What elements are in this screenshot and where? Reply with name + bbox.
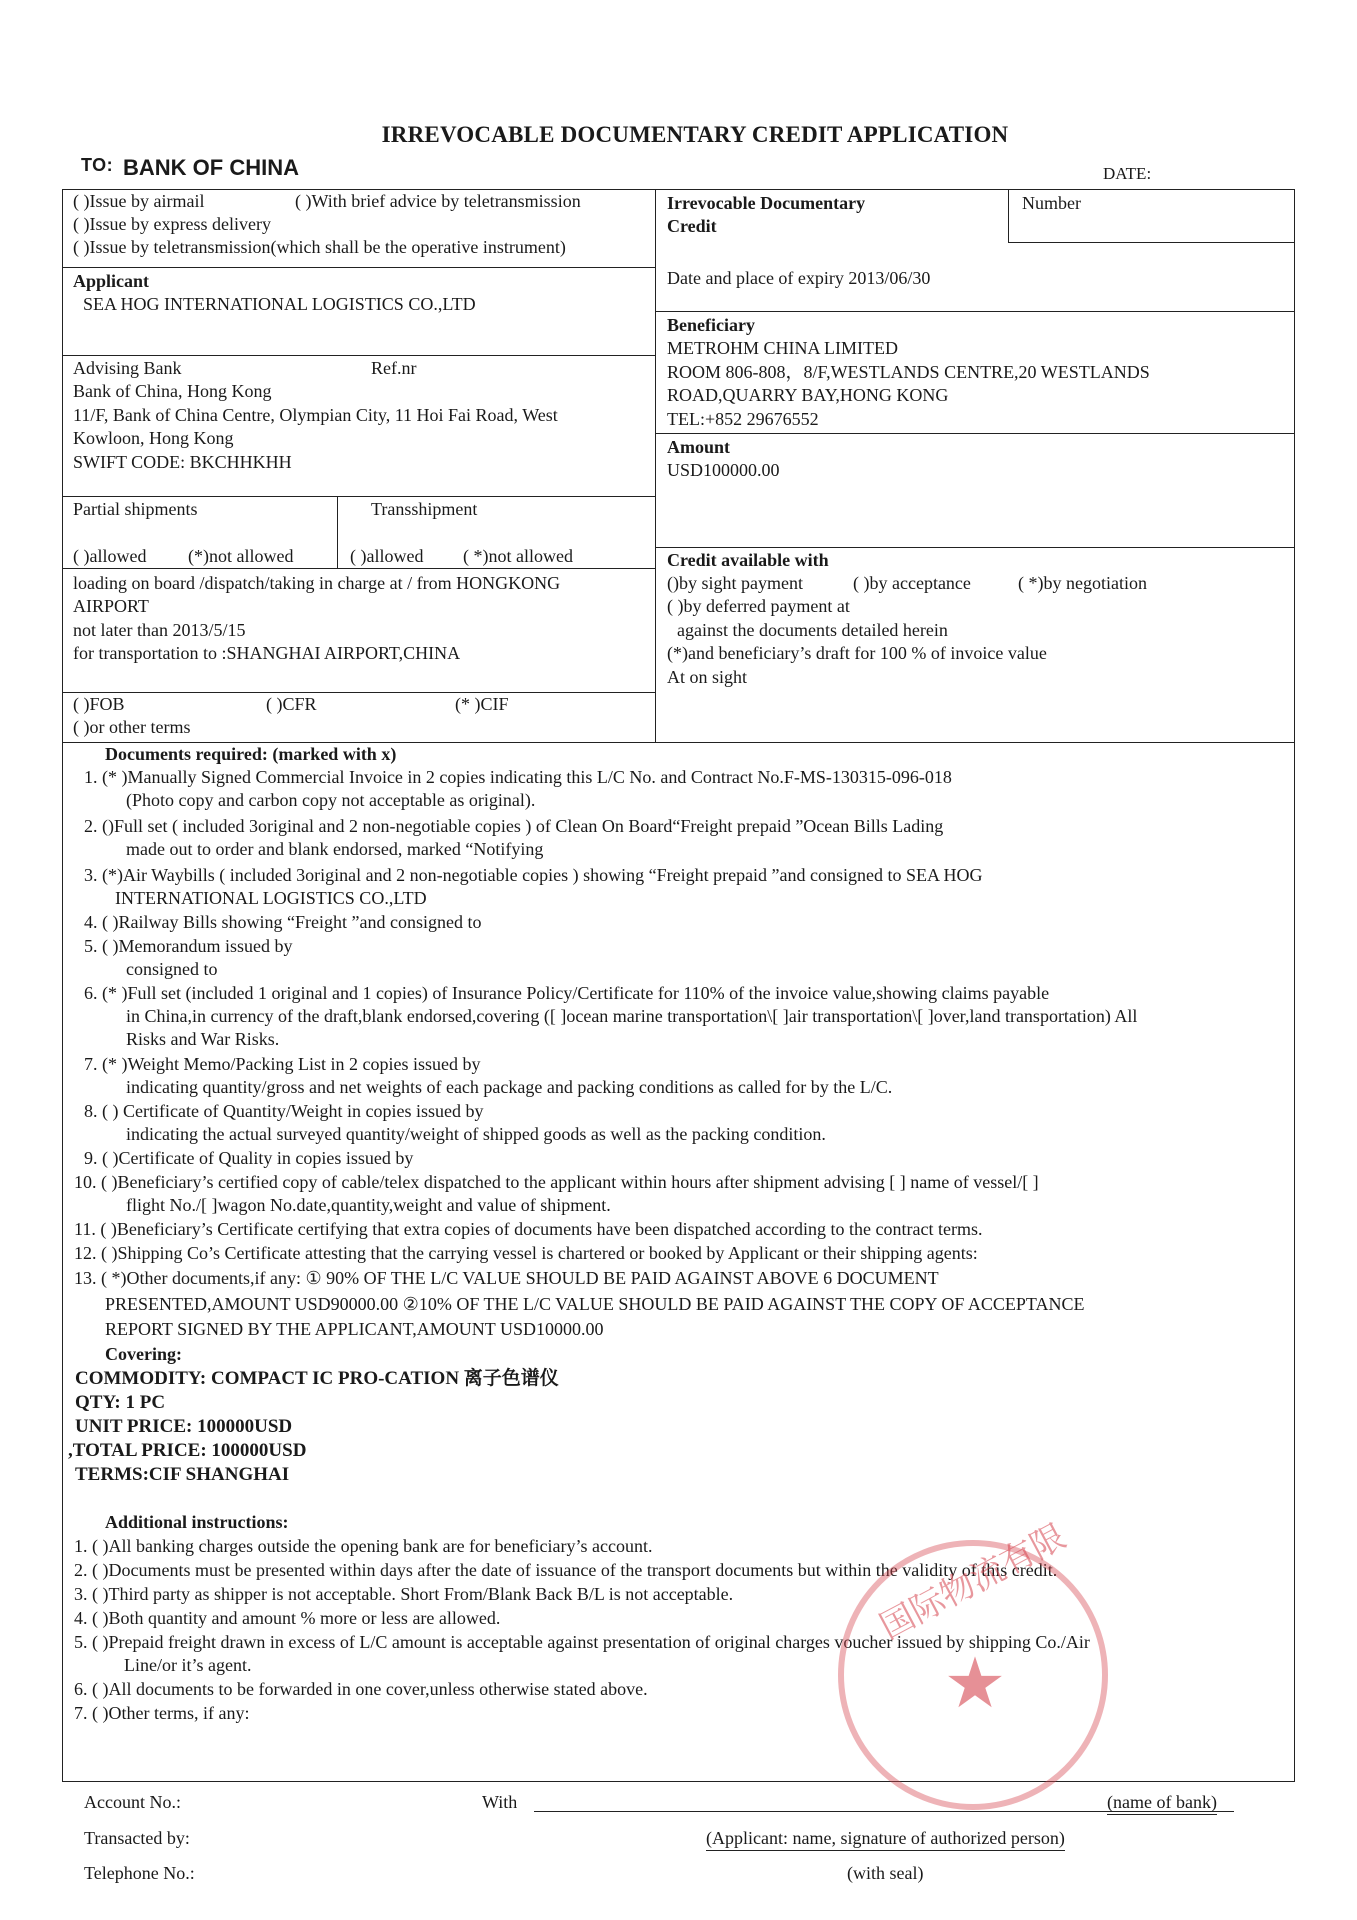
instruction-item[interactable]: 2. ( )Documents must be presented within days after the date of issuance of the transport documents but within the validity of this credit.	[74, 1560, 1058, 1580]
loading-line[interactable]: loading on board /dispatch/taking in charge at / from HONGKONG	[73, 573, 561, 593]
instruction-item-continued: Line/or it’s agent.	[124, 1655, 252, 1675]
other-terms-checkbox[interactable]: ( )or other terms	[73, 717, 191, 737]
to-label: TO:	[81, 155, 114, 175]
amount-label: Amount	[667, 437, 731, 457]
draft-checkbox[interactable]: (*)and beneficiary’s draft for 100 % of invoice value	[667, 643, 1047, 664]
document-item-continued: in China,in currency of the draft,blank endorsed,covering ([ ]ocean marine transportation\[ ]air transportation\[ ]over,land transportation) All	[126, 1006, 1138, 1026]
telephone-label: Telephone No.:	[84, 1863, 195, 1883]
document-item-continued: consigned to	[126, 959, 218, 979]
instruction-item[interactable]: 1. ( )All banking charges outside the opening bank are for beneficiary’s account.	[74, 1536, 653, 1556]
advising-bank-line[interactable]: Kowloon, Hong Kong	[73, 428, 234, 449]
trans-not-allowed-checkbox[interactable]: ( *)not allowed	[463, 546, 573, 566]
unit-price-line[interactable]: UNIT PRICE: 100000USD	[75, 1416, 293, 1437]
with-label: With	[482, 1792, 518, 1812]
instruction-item[interactable]: 4. ( )Both quantity and amount % more or less are allowed.	[74, 1608, 501, 1628]
document-item-continued: INTERNATIONAL LOGISTICS CO.,LTD	[115, 888, 427, 908]
loading-section	[73, 572, 560, 666]
credit-available-label: Credit available with	[667, 550, 829, 570]
negotiation-checkbox[interactable]: ( *)by negotiation	[1018, 573, 1147, 594]
partial-not-allowed-checkbox[interactable]: (*)not allowed	[188, 546, 294, 566]
additional-title: Additional instructions:	[105, 1512, 289, 1532]
company-seal-text: 国际物流有限	[873, 1516, 1073, 1648]
account-no-label: Account No.:	[84, 1792, 181, 1812]
document-item-continued: made out to order and blank endorsed, marked “Notifying	[126, 839, 544, 859]
loading-line[interactable]: AIRPORT	[73, 596, 149, 617]
issue-airmail-checkbox[interactable]: ( )Issue by airmail	[73, 191, 205, 211]
instruction-item[interactable]: 3. ( )Third party as shipper is not acceptable. Short From/Blank Back B/L is not acceptable.	[74, 1584, 734, 1604]
applicant-label: Applicant	[73, 271, 150, 291]
amount-section	[667, 436, 780, 483]
beneficiary-label: Beneficiary	[667, 315, 755, 335]
document-item[interactable]: 2. ()Full set ( included 3original and 2 non-negotiable copies ) of Clean On Board“Freight prepaid ”Ocean Bills Lading	[84, 816, 944, 836]
document-item-continued: PRESENTED,AMOUNT USD90000.00 ②10% OF THE L/C VALUE SHOULD BE PAID AGAINST THE COPY OF ACCEPTANCE	[105, 1294, 1085, 1314]
document-item-continued: (Photo copy and carbon copy not acceptable as original).	[126, 790, 536, 810]
document-item[interactable]: 7. (* )Weight Memo/Packing List in 2 copies issued by	[84, 1054, 481, 1074]
fob-checkbox[interactable]: ( )FOB	[73, 694, 125, 714]
document-item-continued: flight No./[ ]wagon No.date,quantity,weight and value of shipment.	[126, 1195, 611, 1215]
issue-express-checkbox[interactable]: ( )Issue by express delivery	[73, 214, 271, 234]
issue-teletransmission-checkbox[interactable]: ( )Issue by teletransmission(which shall be the operative instrument)	[73, 237, 566, 257]
documents-title: Documents required: (marked with x)	[105, 744, 397, 764]
date-label: DATE:	[1103, 164, 1152, 183]
applicant-signature-label[interactable]: (Applicant: name, signature of authorized person)	[706, 1827, 1065, 1851]
document-item-continued: indicating quantity/gross and net weights of each package and packing conditions as called for by the L/C.	[126, 1077, 893, 1097]
advising-bank-label: Advising Bank	[73, 358, 182, 378]
credit-type: Irrevocable Documentary Credit	[667, 193, 866, 237]
expiry-field[interactable]: Date and place of expiry 2013/06/30	[667, 268, 931, 288]
beneficiary-line[interactable]: ROAD,QUARRY BAY,HONG KONG	[667, 385, 949, 406]
cif-checkbox[interactable]: (* )CIF	[455, 694, 509, 714]
beneficiary-line[interactable]: ROOM 806-808，8/F,WESTLANDS CENTRE,20 WESTLANDS	[667, 361, 1150, 382]
terms-line[interactable]: TERMS:CIF SHANGHAI	[75, 1464, 290, 1485]
acceptance-checkbox[interactable]: ( )by acceptance	[853, 573, 971, 594]
at-sight-text: At on sight	[667, 666, 748, 687]
advising-bank-section	[73, 357, 558, 474]
loading-line[interactable]: for transportation to :SHANGHAI AIRPORT,CHINA	[73, 643, 461, 664]
transacted-by-label: Transacted by:	[84, 1828, 190, 1848]
document-item[interactable]: 11. ( )Beneficiary’s Certificate certifying that extra copies of documents have been dispatched according to the contract terms.	[74, 1219, 983, 1239]
document-item-continued: Risks and War Risks.	[126, 1029, 280, 1049]
transshipment-label: Transshipment	[371, 499, 478, 519]
covering-label: Covering:	[105, 1344, 182, 1364]
against-documents-text: against the documents detailed herein	[677, 619, 948, 640]
credit-number-label: Number	[1022, 193, 1081, 213]
quantity-line[interactable]: QTY: 1 PC	[75, 1392, 166, 1413]
document-item[interactable]: 5. ( )Memorandum issued by	[84, 936, 293, 956]
to-bank: BANK OF CHINA	[123, 155, 299, 180]
beneficiary-line[interactable]: METROHM CHINA LIMITED	[667, 338, 898, 359]
document-item[interactable]: 6. (* )Full set (included 1 original and 1 copies) of Insurance Policy/Certificate for 110% of the invoice value,showing claims payable	[84, 983, 1050, 1003]
beneficiary-section	[667, 314, 1150, 431]
applicant-name[interactable]: SEA HOG INTERNATIONAL LOGISTICS CO.,LTD	[83, 294, 476, 315]
brief-advice-checkbox[interactable]: ( )With brief advice by teletransmission	[295, 191, 581, 211]
cfr-checkbox[interactable]: ( )CFR	[266, 694, 317, 714]
ref-nr-label: Ref.nr	[371, 358, 417, 378]
deferred-payment-checkbox[interactable]: ( )by deferred payment at	[667, 596, 850, 617]
partial-shipments-label: Partial shipments	[73, 499, 198, 519]
loading-line[interactable]: not later than 2013/5/15	[73, 619, 246, 640]
document-item[interactable]: 4. ( )Railway Bills showing “Freight ”and consigned to	[84, 912, 482, 932]
advising-bank-line[interactable]: SWIFT CODE: BKCHHKHH	[73, 451, 292, 472]
with-seal-label: (with seal)	[847, 1863, 924, 1883]
document-item[interactable]: 9. ( )Certificate of Quality in copies issued by	[84, 1148, 414, 1168]
credit-available-section	[667, 549, 1147, 689]
document-item[interactable]: 8. ( ) Certificate of Quantity/Weight in copies issued by	[84, 1101, 484, 1121]
document-item[interactable]: 12. ( )Shipping Co’s Certificate attesting that the carrying vessel is chartered or booked by Applicant or their shipping agents:	[74, 1243, 978, 1263]
beneficiary-line[interactable]: TEL:+852 29676552	[667, 408, 819, 429]
amount-value[interactable]: USD100000.00	[667, 460, 780, 481]
commodity-line[interactable]: COMMODITY: COMPACT IC PRO-CATION 离子色谱仪	[75, 1368, 559, 1389]
applicant-section	[73, 270, 476, 317]
advising-bank-line[interactable]: Bank of China, Hong Kong	[73, 381, 272, 402]
page-title: IRREVOCABLE DOCUMENTARY CREDIT APPLICATION	[381, 122, 1009, 147]
name-of-bank-label: (name of bank)	[1107, 1791, 1217, 1815]
instruction-item[interactable]: 7. ( )Other terms, if any:	[74, 1703, 250, 1723]
advising-bank-line[interactable]: 11/F, Bank of China Centre, Olympian City, 11 Hoi Fai Road, West	[73, 404, 558, 425]
document-item[interactable]: 1. (* )Manually Signed Commercial Invoice in 2 copies indicating this L/C No. and Contract No.F-MS-130315-096-018	[84, 767, 952, 787]
instruction-item[interactable]: 5. ( )Prepaid freight drawn in excess of L/C amount is acceptable against presentation of original charges voucher issued by shipping Co./Air	[74, 1632, 1090, 1652]
seal-star-icon: ★	[943, 1646, 1007, 1723]
instruction-item[interactable]: 6. ( )All documents to be forwarded in one cover,unless otherwise stated above.	[74, 1679, 648, 1699]
document-item-continued: indicating the actual surveyed quantity/weight of shipped goods as well as the packing condition.	[126, 1124, 826, 1144]
document-item[interactable]: 3. (*)Air Waybills ( included 3original and 2 non-negotiable copies ) showing “Freight prepaid ”and consigned to SEA HOG	[84, 865, 983, 885]
sight-payment-checkbox[interactable]: ()by sight payment	[667, 573, 803, 594]
document-item[interactable]: 10. ( )Beneficiary’s certified copy of cable/telex dispatched to the applicant within hours after shipment advising [ ] name of vessel/[ ]	[74, 1172, 1039, 1192]
document-item[interactable]: 13. ( *)Other documents,if any: ① 90% OF THE L/C VALUE SHOULD BE PAID AGAINST ABOVE 6 DOCUMENT	[74, 1268, 939, 1288]
partial-allowed-checkbox[interactable]: ( )allowed	[73, 546, 147, 566]
trans-allowed-checkbox[interactable]: ( )allowed	[350, 546, 424, 566]
total-price-line[interactable]: ,TOTAL PRICE: 100000USD	[68, 1440, 307, 1461]
document-item-continued: REPORT SIGNED BY THE APPLICANT,AMOUNT USD10000.00	[105, 1319, 604, 1339]
